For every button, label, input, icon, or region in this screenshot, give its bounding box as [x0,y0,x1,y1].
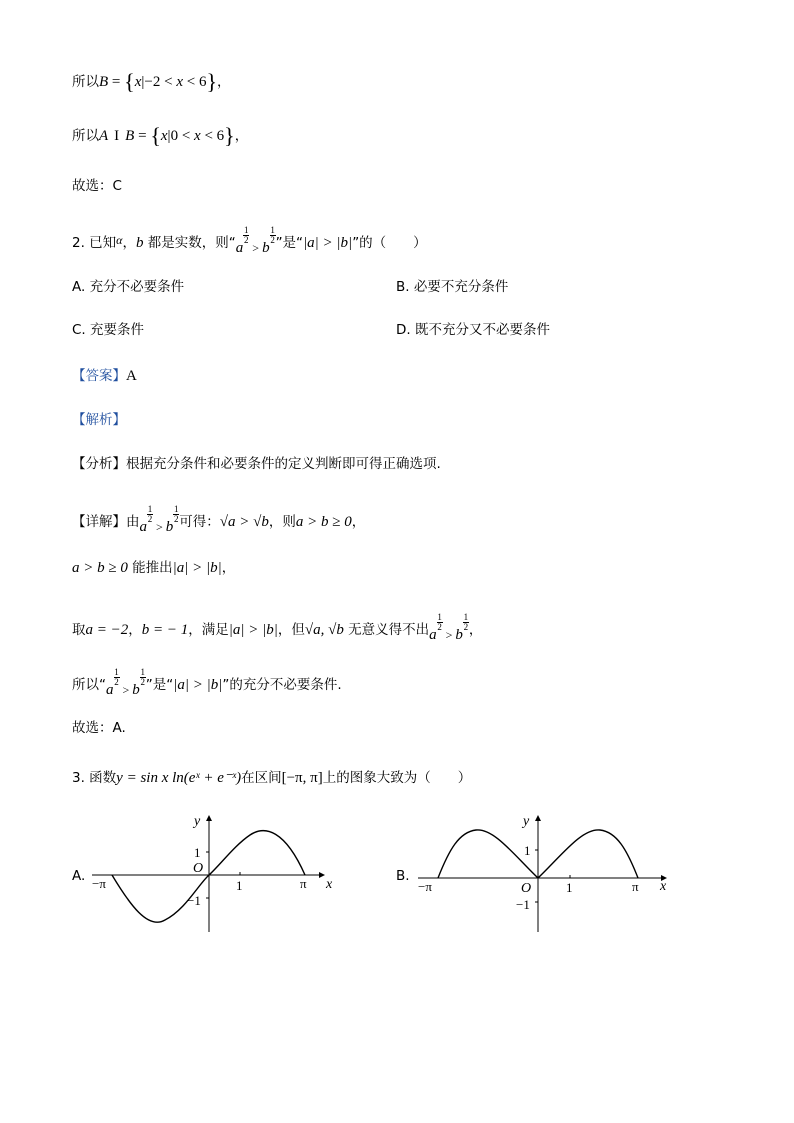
graph-b-x-one: 1 [566,880,573,895]
detail-line-4: 所以“a $\frac{1}{2}$ > b $\frac{1}{2}$ ”是“|a| > |b|”的充分不必要条件. [72,667,342,698]
graph-b-pi: π [632,879,639,894]
analysis-summary: 【分析】根据充分条件和必要条件的定义判断即可得正确选项. [72,456,441,472]
graph-a-pi: π [300,876,307,891]
analysis-heading: 【解析】 [72,412,126,428]
graph-a-neg-pi: −π [92,876,106,891]
detail-line-3: 取a = −2，b = − 1，满足|a| > |b|，但√a, √b 无意义得不出a $\frac{1}{2}$ > b $\frac{1}{2}$ ， [72,612,483,643]
graph-a-x-one: 1 [236,878,243,893]
graph-a-y-neg-one: −1 [187,893,201,908]
graph-b-origin: O [521,881,532,896]
option-a: A. 充分不必要条件 [72,279,185,295]
graph-a-y-one: 1 [194,845,201,860]
detail-line-1: 【详解】由a $\frac{1}{2}$ > b $\frac{1}{2}$ 可得：√a > √b，则a > b ≥ 0， [72,504,366,535]
graph-b-label: B. [396,868,410,884]
question-3-stem: 3. 函数y = sin x ln(eˣ + e⁻ˣ)在区间[−π, π]上的图象大致为（ ） [72,770,472,786]
choice-line-c: 故选：C [72,178,122,194]
graph-b-neg-pi: −π [418,879,432,894]
graph-a-label: A. [72,868,86,884]
option-b: B. 必要不充分条件 [396,279,509,295]
graph-b-x-label: x [660,879,667,894]
graph-b-y-label: y [523,814,530,829]
solution-line-intersection: 所以A I B = {x|0 < x < 6}， [72,123,249,148]
graph-a-x-label: x [326,877,333,892]
graph-a-y-label: y [194,814,201,829]
graph-a-origin: O [193,861,204,876]
graph-b [414,810,676,940]
option-c: C. 充要条件 [72,322,145,338]
text-prefix: 所以 [72,74,99,90]
detail-line-2: a > b ≥ 0 能推出|a| > |b|， [72,560,236,576]
graph-a [90,810,340,940]
graph-b-y-neg-one: −1 [516,897,530,912]
solution-line-set-b: 所以B = {x|−2 < x < 6}， [72,69,231,94]
graph-b-y-one: 1 [524,843,531,858]
question-2-stem: 2. 已知α，b 都是实数，则“a $\frac{1}{2}$ > b $\frac{1}{2}$ ”是“|a| > |b|”的（ ） [72,225,427,256]
option-d: D. 既不充分又不必要条件 [396,322,550,338]
choice-line-a: 故选：A. [72,720,126,736]
answer-line: 【答案】A [72,368,137,384]
